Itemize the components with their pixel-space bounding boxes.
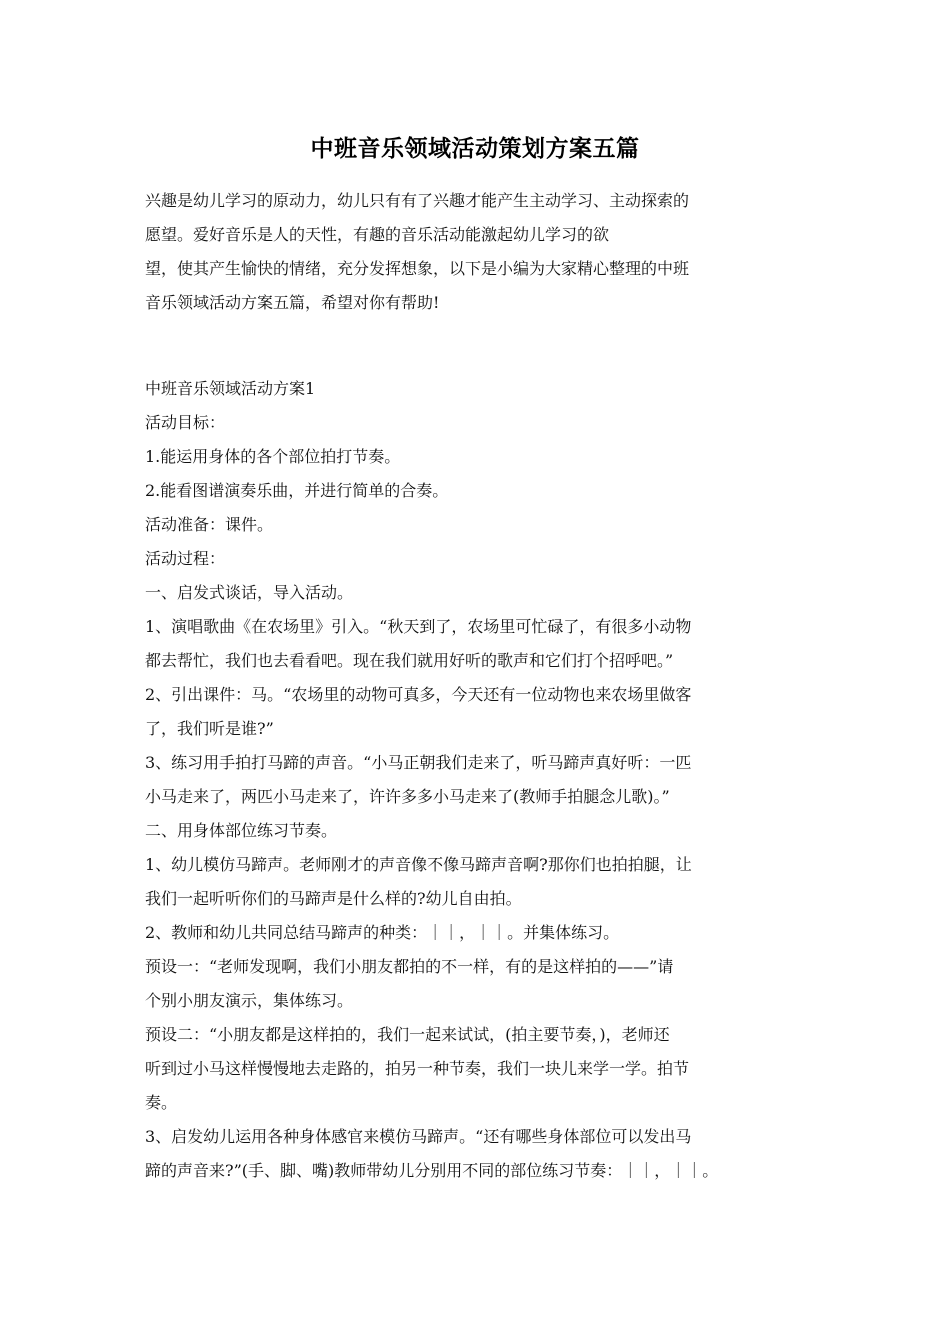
text-line: 3、启发幼儿运用各种身体感官来模仿马蹄声。“还有哪些身体部位可以发出马 [145, 1127, 692, 1146]
intro-paragraph [145, 184, 815, 320]
text-line: 2.能看图谱演奏乐曲，并进行简单的合奏。 [145, 481, 449, 500]
text-line: 活动准备：课件。 [145, 515, 274, 534]
text-line: 活动目标： [145, 413, 226, 432]
document-title: 中班音乐领域活动策划方案五篇 [310, 135, 640, 162]
text-line: 预设二：“小朋友都是这样拍的，我们一起来试试，(拍主要节奏，)，老师还 [145, 1025, 670, 1044]
text-line: 听到过小马这样慢慢地去走路的，拍另一种节奏，我们一块儿来学一学。拍节 [145, 1059, 690, 1078]
text-line: 1、演唱歌曲《在农场里》引入。“秋天到了，农场里可忙碌了，有很多小动物 [145, 617, 692, 636]
text-line: 蹄的声音来?”(手、脚、嘴)教师带幼儿分别用不同的部位练习节奏：｜｜，｜｜。 [145, 1161, 719, 1180]
text-line: 了，我们听是谁?” [145, 719, 274, 738]
text-line: 活动过程： [145, 549, 226, 568]
intro-line: 望，使其产生愉快的情绪，充分发挥想象，以下是小编为大家精心整理的中班 [145, 259, 690, 278]
text-line: 二、用身体部位练习节奏。 [145, 821, 338, 840]
text-line: 一、启发式谈话，导入活动。 [145, 583, 354, 602]
section-1 [145, 372, 815, 1188]
text-line: 预设一：“老师发现啊，我们小朋友都拍的不一样，有的是这样拍的——”请 [145, 957, 674, 976]
text-line: 1.能运用身体的各个部位拍打节奏。 [145, 447, 401, 466]
text-line: 都去帮忙，我们也去看看吧。现在我们就用好听的歌声和它们打个招呼吧。” [145, 651, 674, 670]
blank-line [145, 320, 815, 354]
text-line: 2、引出课件：马。“农场里的动物可真多，今天还有一位动物也来农场里做客 [145, 685, 692, 704]
document-body [145, 184, 815, 1188]
intro-line: 兴趣是幼儿学习的原动力，幼儿只有有了兴趣才能产生主动学习、主动探索的 [145, 191, 690, 210]
text-line: 1、幼儿模仿马蹄声。老师刚才的声音像不像马蹄声音啊?那你们也拍拍腿，让 [145, 855, 692, 874]
text-line: 个别小朋友演示，集体练习。 [145, 991, 354, 1010]
text-line: 3、练习用手拍打马蹄的声音。“小马正朝我们走来了，听马蹄声真好听：一匹 [145, 753, 692, 772]
text-line: 小马走来了，两匹小马走来了，许许多多小马走来了(教师手拍腿念儿歌)。” [145, 787, 670, 806]
text-line: 2、教师和幼儿共同总结马蹄声的种类：｜｜，｜｜。并集体练习。 [145, 923, 620, 942]
text-line: 我们一起听听你们的马蹄声是什么样的?幼儿自由拍。 [145, 889, 522, 908]
intro-line: 音乐领域活动方案五篇，希望对你有帮助! [145, 293, 440, 312]
section-heading: 中班音乐领域活动方案1 [145, 379, 316, 398]
text-line: 奏。 [145, 1093, 178, 1112]
intro-line: 愿望。爱好音乐是人的天性，有趣的音乐活动能激起幼儿学习的欲 [145, 225, 610, 244]
